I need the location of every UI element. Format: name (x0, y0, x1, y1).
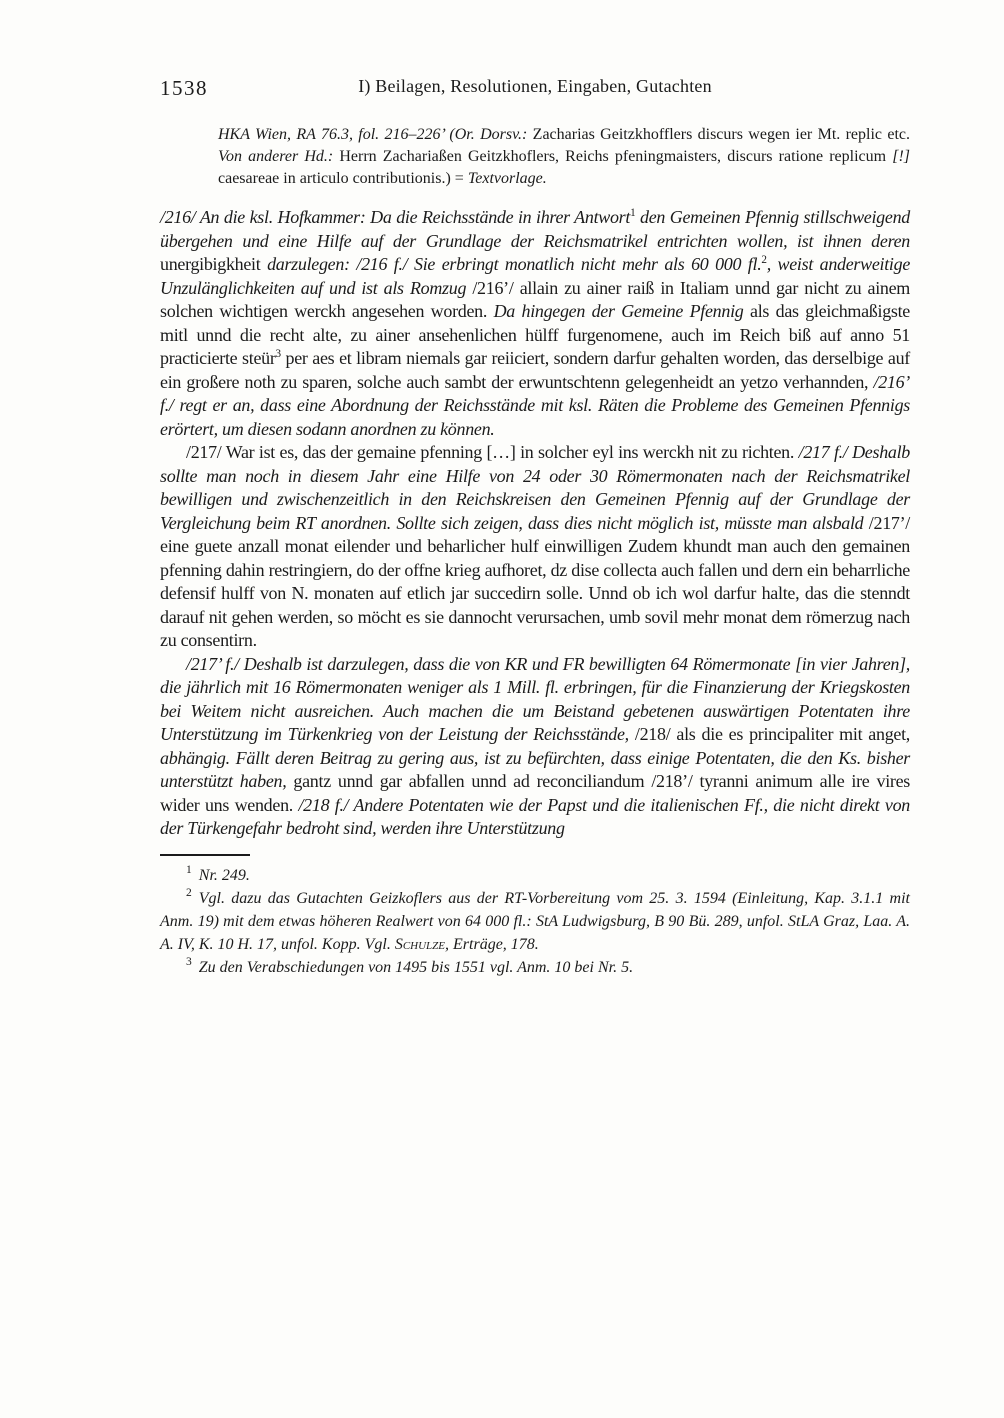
text-run: Zacharias Geitzkhofflers discurs wegen ier Mt. replic etc. (532, 126, 911, 143)
text-run: , Erträge, 178. (445, 935, 539, 953)
footnote-separator (160, 854, 250, 856)
footnotes (160, 864, 910, 979)
paragraph (160, 206, 910, 441)
text-run: als das gleichmaßigste mitl unnd die recht alte, zu ainer ansehenlichen hülff furgenomene, auch im Reich biß auf anno 51 practicierte steür (160, 301, 910, 368)
footnote-marker: 1 (186, 864, 192, 877)
paragraph (160, 441, 910, 653)
text-run: /216/ An die ksl. Hofkammer: Da die Reichsstände in ihrer Antwort (160, 207, 631, 227)
text-run: /217’/ eine guete anzall monat eilender und beharlicher hulf einwilligen Zudem khundt man auch den gemainen pfenning dahin restringiern, do der offne krieg aufhoret, dz dise collecta auch fallen und dern ein beharrliche defensif hulff von N. monaten auf etlich jar succedirn solle. Unnd ob ich wol darfur halte, das die stenndt darauf nit gehen werden, so möcht es sie dannocht verursachen, umb sovil mehr monat dem römerzug nach zu consentirn. (160, 512, 910, 650)
text-run: /218 f./ Andere Potentaten wie der Papst und die italienischen Ff., die nicht direkt von der Türkengefahr bedroht sind, werden ihre Unterstützung (160, 794, 910, 838)
footnote-marker: 3 (186, 956, 192, 969)
body-paragraphs (160, 206, 910, 841)
text-run: Zu den Verabschiedungen von 1495 bis 1551 vgl. Anm. 10 bei Nr. 5. (198, 958, 634, 976)
text-run: gantz unnd gar abfallen unnd ad reconciliandum /218’/ tyranni animum alle ire vires wider uns wenden. (160, 771, 910, 815)
text-run: caesareae in articulo contributionis.) = (218, 170, 468, 187)
text-run: unergibigkheit (160, 254, 268, 274)
footnote (160, 864, 910, 887)
page-header (160, 76, 910, 104)
text-run: Herrn Zachariaßen Geitzkhoflers, Reichs pfeningmaisters, discurs ratione replicum (339, 148, 893, 165)
text-run: 2 (761, 254, 767, 266)
text-run: Da hingegen der Gemeine Pfennig (493, 301, 750, 321)
text-run: /216’/ allain zu ainer raiß in Italiam unnd gar nicht zu ainem solchen wichtigen werckh angesehen worden. (160, 277, 911, 321)
text-run: , weist anderweitige Unzulänglichkeiten auf und ist als Romzug (160, 254, 911, 298)
text-run: /217 f./ Deshalb sollte man noch in diesem Jahr eine Hilfe von 24 oder 30 Römermonaten nach der Reichsmatrikel bewilligen und zwischenzeitlich in den Reichskreisen den Gemeinen Pfennig auf der Grundlage der Vergleichung beim RT anordnen. Sollte sich zeigen, dass dies nicht möglich ist, müsste man alsbald (160, 442, 911, 533)
text-run: abhängig. Fällt deren Beitrag zu gering aus, ist zu befürchten, dass einige Potentaten, die den Ks. bisher unterstützt haben, (160, 747, 910, 791)
text-run: Vgl. dazu das Gutachten Geizkoflers aus der RT-Vorbereitung vom 25. 3. 1594 (Einleitung, Kap. 3.1.1 mit Anm. 19) mit dem etwas höheren Realwert von 64 000 fl.: StA Ludwigsburg, B 90 Bü. 289, unfol. StLA Graz, Laa. A. A. IV, K. 10 H. 17, unfol. Kopp. Vgl. (160, 889, 910, 953)
text-run: /217’ f./ Deshalb ist darzulegen, dass die von KR und FR bewilligten 64 Römermonate [in vier Jahren], die jährlich mit 16 Römermonaten weniger als 1 Mill. fl. erbringen, für die Finanzierung der Kriegskosten bei Weitem nicht ausreichen. Auch machen die um Beistand gebetenen auswärtigen Potentaten ihre Unterstützung im Türkenkrieg von der Leistung der Reichsstände, (160, 653, 910, 744)
text-run: per aes et libram niemals gar reiiciert, sondern darfur gehalten worden, das derselbige auf ein großere noth zu sparen, solche auch sambt der erwuntschtenn gelegenheidt an yetzo verhannden, (160, 348, 910, 392)
text-run: /217/ War ist es, das der gemaine pfenning […] in solcher eyl ins werckh nit zu richten. (186, 442, 799, 462)
footnote (160, 956, 910, 979)
running-header: I) Beilagen, Resolutionen, Eingaben, Gutachten (358, 76, 712, 96)
text-run: Von anderer Hd.: (218, 148, 340, 165)
text-run: darzulegen: /216 f./ Sie erbringt monatlich nicht mehr als 60 000 fl. (267, 254, 762, 274)
text-run: /216’ f./ regt er an, dass eine Abordnung der Reichsstände mit ksl. Räten die Probleme des Gemeinen Pfennigs erörtert, um diesen sodann anordnen zu können. (160, 371, 910, 439)
text-run: Nr. 249. (198, 866, 250, 884)
footnote-marker: 2 (186, 887, 192, 900)
paragraph (160, 653, 910, 841)
text-run: /218/ als die es principaliter mit anget, (634, 724, 910, 744)
text-run: [!] (892, 148, 910, 165)
text-run: Textvorlage. (467, 170, 547, 187)
footnote (160, 887, 910, 956)
text-run: Schulze (394, 935, 446, 953)
text-run: HKA Wien, RA 76.3, fol. 216–226’ (Or. Dorsv.: (218, 126, 533, 143)
text-run: den Gemeinen Pfennig stillschweigend übergehen und eine Hilfe auf der Grundlage der Reichsmatrikel entrichten wollen, ist ihnen deren (160, 207, 910, 251)
page-number: 1538 (160, 76, 208, 100)
text-run: 3 (275, 348, 281, 360)
text-run: 1 (630, 207, 636, 219)
source-citation (218, 124, 910, 190)
